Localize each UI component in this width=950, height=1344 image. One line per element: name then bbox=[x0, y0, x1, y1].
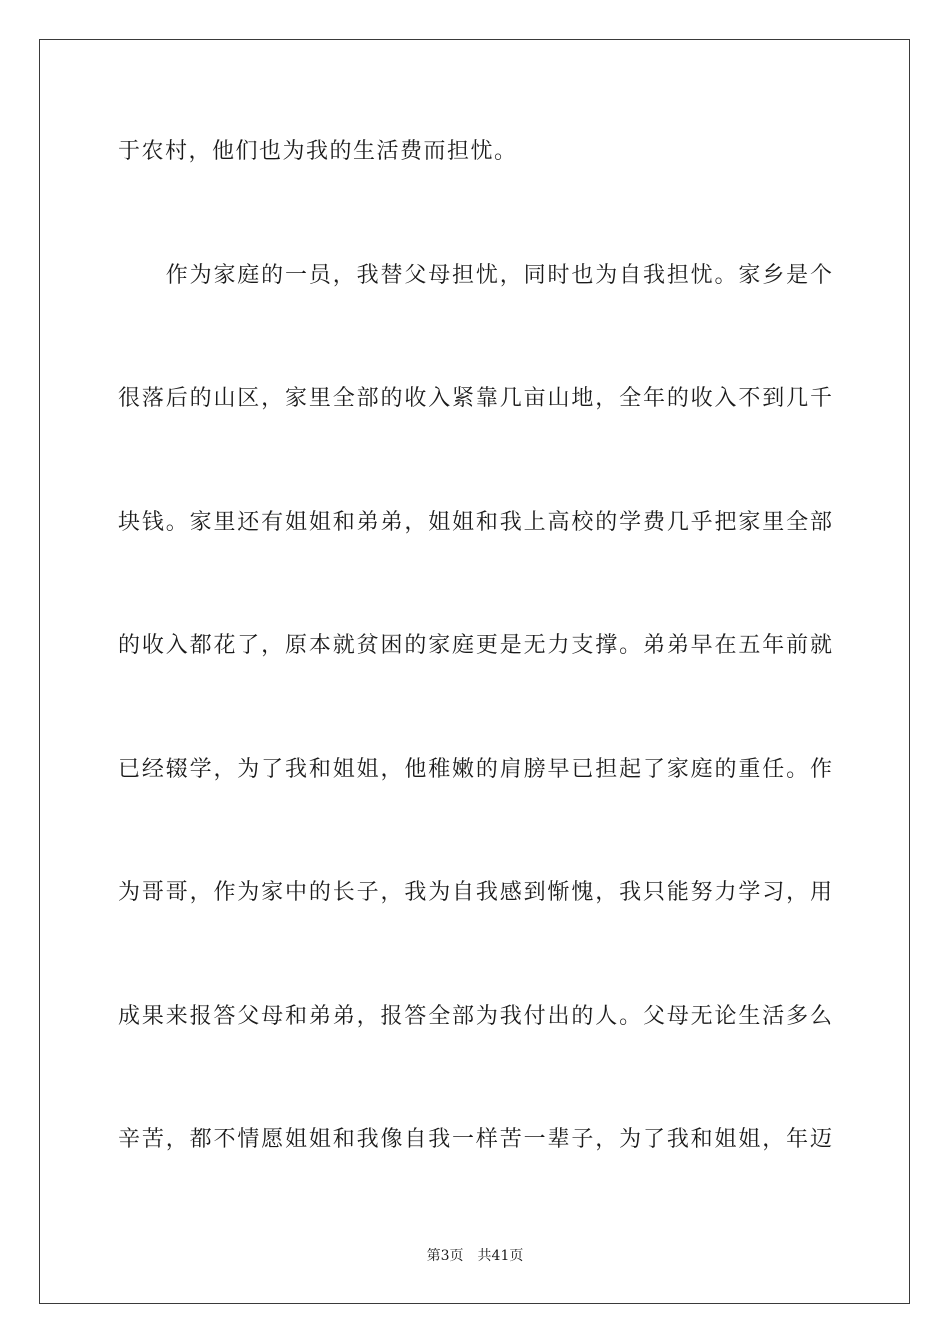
text-line-1: 于农村，他们也为我的生活费而担忧。 bbox=[118, 139, 518, 164]
page-frame bbox=[39, 39, 910, 1304]
text-line-7: 为哥哥，作为家中的长子，我为自我感到惭愧，我只能努力学习，用 bbox=[118, 880, 832, 905]
text-line-4: 块钱。家里还有姐姐和弟弟，姐姐和我上高校的学费几乎把家里全部 bbox=[118, 510, 832, 535]
text-line-6: 已经辍学，为了我和姐姐，他稚嫩的肩膀早已担起了家庭的重任。作 bbox=[118, 757, 832, 782]
page-number: 第3页 bbox=[426, 1248, 464, 1264]
page-footer bbox=[0, 1246, 950, 1266]
text-line-3: 很落后的山区，家里全部的收入紧靠几亩山地，全年的收入不到几千 bbox=[118, 386, 832, 411]
text-line-9: 辛苦，都不情愿姐姐和我像自我一样苦一辈子，为了我和姐姐，年迈 bbox=[118, 1127, 832, 1152]
text-line-2: 作为家庭的一员，我替父母担忧，同时也为自我担忧。家乡是个 bbox=[118, 263, 832, 288]
text-line-5: 的收入都花了，原本就贫困的家庭更是无力支撑。弟弟早在五年前就 bbox=[118, 633, 832, 658]
text-line-8: 成果来报答父母和弟弟，报答全部为我付出的人。父母无论生活多么 bbox=[118, 1004, 832, 1029]
page-total: 共41页 bbox=[477, 1248, 524, 1264]
